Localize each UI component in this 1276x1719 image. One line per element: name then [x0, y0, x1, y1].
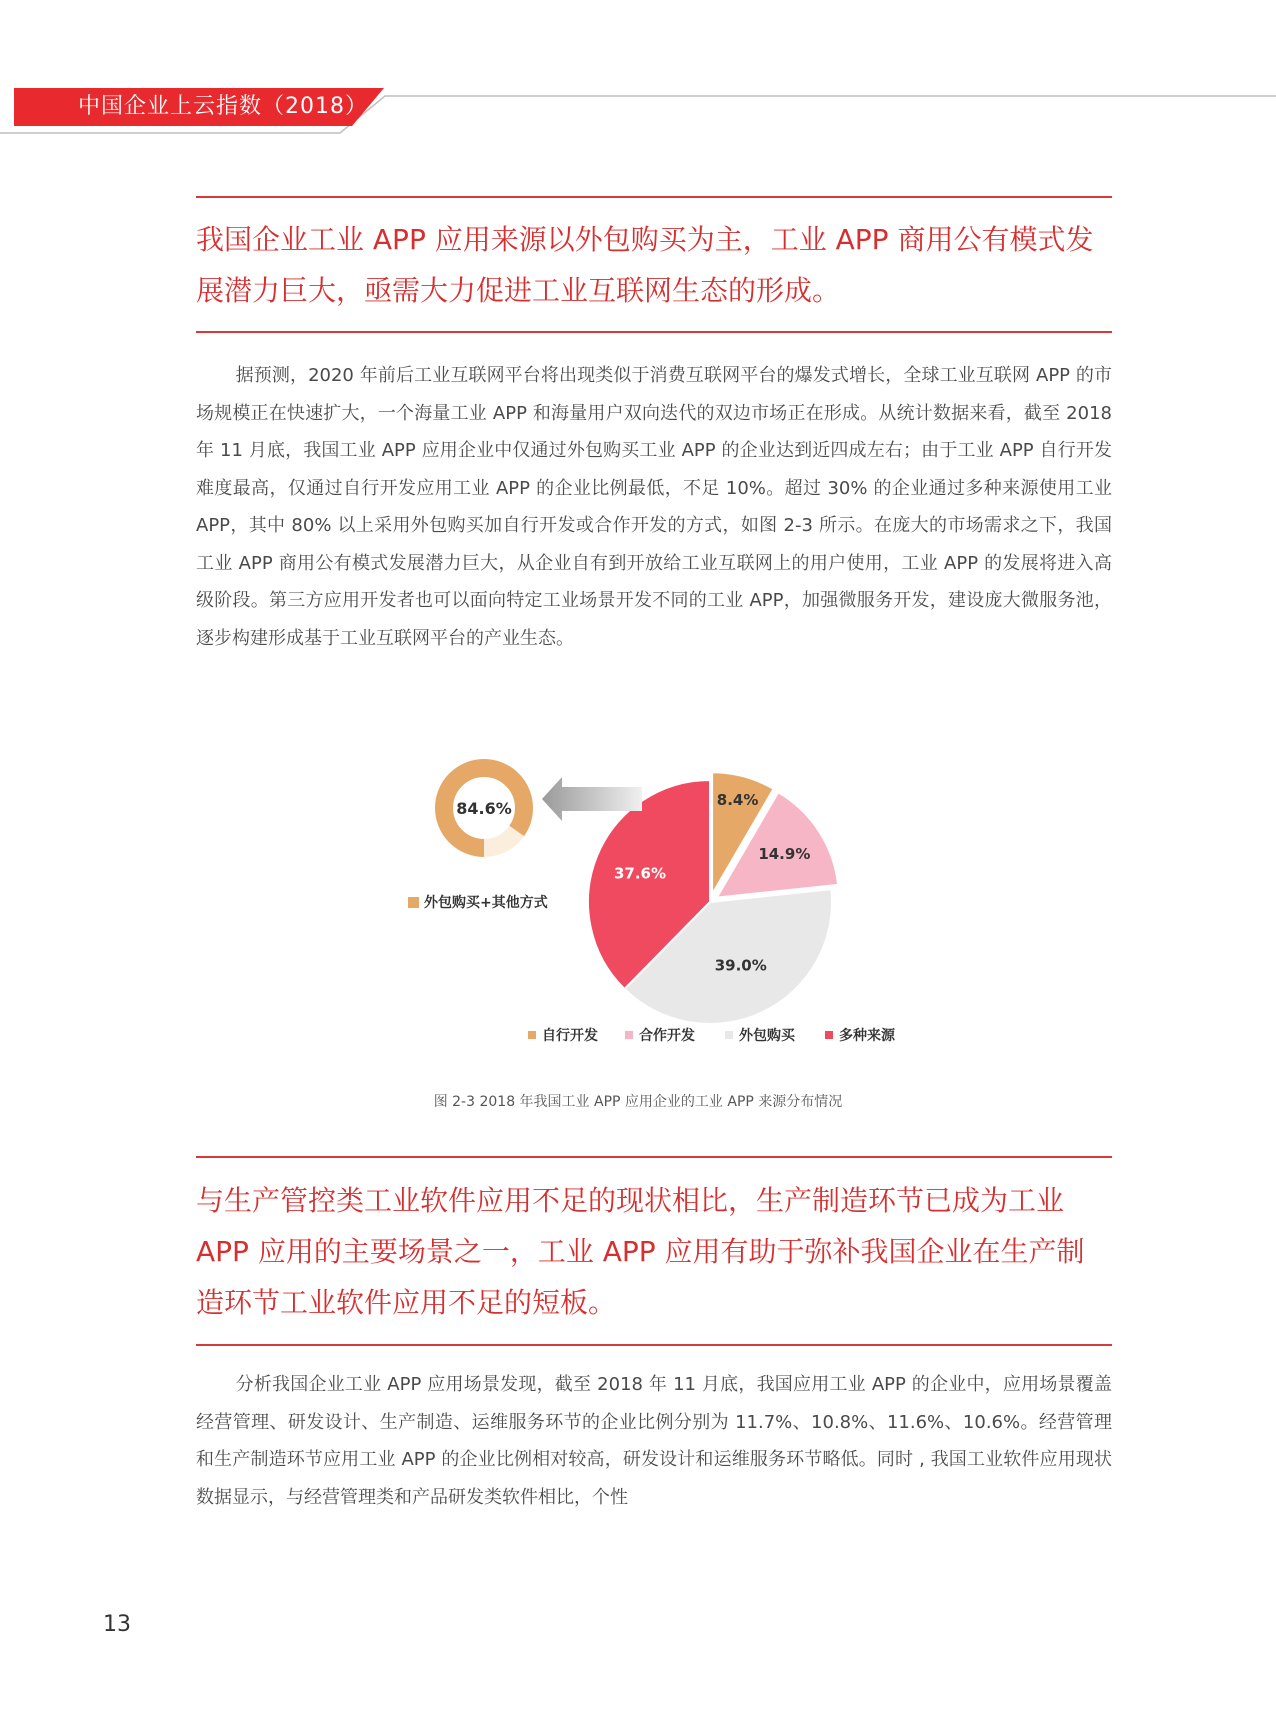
report-title: 中国企业上云指数（2018）: [78, 94, 368, 119]
section1-headline: 我国企业工业 APP 应用来源以外包购买为主，工业 APP 商用公有模式发展潜力巨大，亟需大力促进工业互联网生态的形成。: [196, 223, 1094, 307]
legend-label-multi-source: 多种来源: [839, 1028, 895, 1044]
legend-label-outsourced: 外包购买: [739, 1028, 795, 1044]
legend-swatch-co-develop: [625, 1031, 633, 1039]
legend-label-co-develop: 合作开发: [639, 1028, 695, 1044]
figure-caption: 图 2-3 2018 年我国工业 APP 应用企业的工业 APP 来源分布情况: [433, 1094, 843, 1110]
section2-body: [196, 1366, 1112, 1516]
pie-label-outsourced: 39.0%: [714, 956, 767, 975]
pie-label-co-develop: 14.9%: [758, 844, 811, 863]
section1-paragraph: 据预测，2020 年前后工业互联网平台将出现类似于消费互联网平台的爆发式增长，全球工业互联网 APP 的市场规模正在快速扩大，一个海量工业 APP 和海量用户双向迭代的双边市场正在形成。从统计数据来看，截至 2018 年 11 月底，我国工业 APP 应用企业中仅通过外包购买工业 APP 的企业达到近四成左右；由于工业 APP 自行开发难度最高，仅通过自行开发应用工业 APP 的企业比例最低，不足 10%。超过 30% 的企业通过多种来源使用工业 APP，其中 80% 以上采用外包购买加自行开发或合作开发的方式，如图 2-3 所示。在庞大的市场需求之下，我国工业 APP 商用公有模式发展潜力巨大，从企业自有到开放给工业互联网上的用户使用，工业 APP 的发展将进入高级阶段。第三方应用开发者也可以面向特定工业场景开发不同的工业 APP，加强微服务开发，建设庞大微服务池，逐步构建形成基于工业互联网平台的产业生态。: [196, 365, 1112, 649]
source-distribution-chart: [380, 740, 940, 1060]
pie-label-self-develop: 8.4%: [716, 791, 759, 810]
legend-swatch-outsourced: [725, 1031, 733, 1039]
legend-swatch-self-develop: [528, 1031, 536, 1039]
report-header: [0, 0, 1276, 140]
section1-body: [196, 357, 1112, 657]
headline-bottom-rule: [196, 331, 1112, 333]
legend-label-self-develop: 自行开发: [542, 1028, 598, 1044]
detail-legend-swatch: [408, 897, 419, 908]
detail-donut: [444, 768, 524, 848]
section2-paragraph: 分析我国企业工业 APP 应用场景发现，截至 2018 年 11 月底，我国应用工业 APP 的企业中，应用场景覆盖经营管理、研发设计、生产制造、运维服务环节的企业比例分别为 11.7%、10.8%、11.6%、10.6%。经营管理和生产制造环节应用工业 APP 的企业比例相对较高，研发设计和运维服务环节略低。同时 , 我国工业软件应用现状数据显示，与经营管理类和产品研发类软件相比，个性: [196, 1374, 1112, 1508]
section2-headline: 与生产管控类工业软件应用不足的现状相比，生产制造环节已成为工业 APP 应用的主要场景之一，工业 APP 应用有助于弥补我国企业在生产制造环节工业软件应用不足的短板。: [196, 1184, 1085, 1319]
page-number: 13: [103, 1612, 131, 1637]
headline2-top-rule: [196, 1156, 1112, 1158]
chart-svg: [380, 740, 940, 1060]
detail-legend-label: 外包购买+其他方式: [424, 895, 548, 911]
headline2-bottom-rule: [196, 1344, 1112, 1346]
pie-label-multi-source: 37.6%: [613, 864, 667, 883]
donut-value-label: 84.6%: [456, 799, 512, 818]
main-legend: [528, 1027, 896, 1044]
headline-top-rule: [196, 196, 1112, 198]
legend-swatch-multi-source: [825, 1031, 833, 1039]
